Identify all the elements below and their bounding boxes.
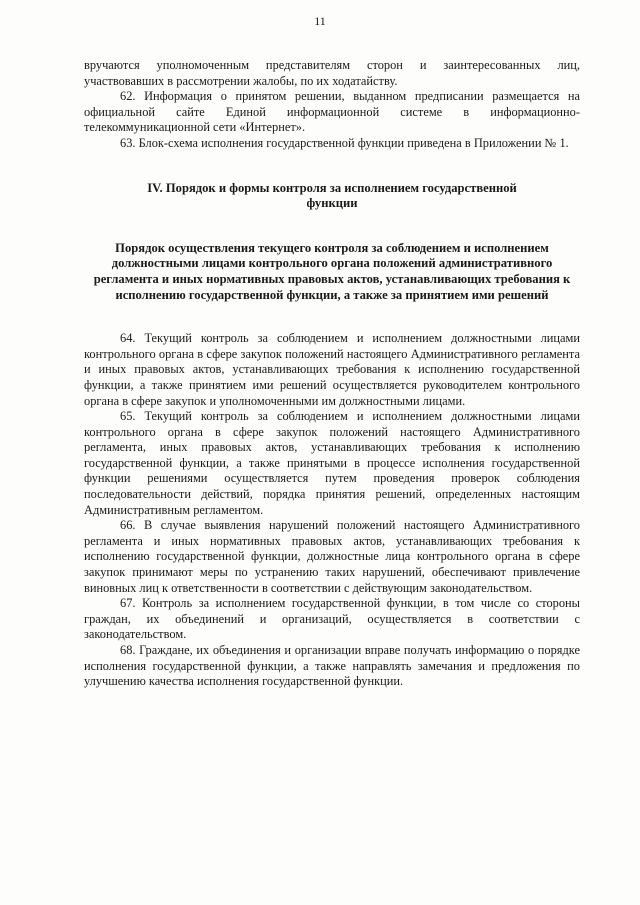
paragraph-65: 65. Текущий контроль за соблюдением и исполнением должностными лицами контрольного органа в сфере закупок положений настоящего Административного регламента, иных правовых актов, устанавливающих требования к исполнению государственной функции, а также принятыми в процессе исполнения государственной функции решениями осуществляется путем проведения проверок соблюдения последовательности действий, порядка принятия решений, определенных настоящим Административным регламентом. [84, 409, 580, 517]
paragraph-64: 64. Текущий контроль за соблюдением и исполнением должностными лицами контрольного органа в сфере закупок положений настоящего Административного регламента и иных правовых актов, устанавливающих требования к исполнению государственной функции, а также принятием ими решений осуществляется руководителем контрольного органа в сфере закупок и уполномоченными им должностными лицами. [84, 331, 580, 408]
paragraph-66: 66. В случае выявления нарушений положений настоящего Административного регламента и иных нормативных правовых актов, устанавливающих требования к исполнению государственной функции, должностные лица контрольного органа в сфере закупок принимают меры по устранению таких нарушений, обеспечивают привлечение виновных лиц к ответственности в соответствии с действующим законодательством. [84, 518, 580, 595]
page-number: 11 [314, 14, 326, 28]
sub-heading: Порядок осуществления текущего контроля за соблюдением и исполнением должностными лицами контрольного органа положений административного регламента и иных нормативных правовых актов, устанавливающих требования к исполнению государственной функции, а также за принятием ими решений [93, 240, 571, 302]
spacer [84, 303, 580, 331]
paragraph-68: 68. Граждане, их объединения и организации вправе получать информацию о порядке исполнения государственной функции, а также направлять замечания и предложения по улучшению качества исполнения государственной функции. [84, 643, 580, 689]
section-heading: IV. Порядок и формы контроля за исполнением государственной функции [147, 180, 517, 211]
paragraph-61-continuation: вручаются уполномоченным представителям сторон и заинтересованных лиц, участвовавших в рассмотрении жалобы, по их ходатайству. [84, 58, 580, 88]
paragraph-62: 62. Информация о принятом решении, выданном предписании размещается на официальной сайте Единой информационной системе в информационно-телекоммуникационной сети «Интернет». [84, 89, 580, 135]
paragraph-67: 67. Контроль за исполнением государственной функции, в том числе со стороны граждан, их объединений и организаций, осуществляется в соответствии с законодательством. [84, 596, 580, 642]
paragraph-63: 63. Блок-схема исполнения государственной функции приведена в Приложении № 1. [120, 135, 569, 150]
document-body [84, 58, 580, 690]
